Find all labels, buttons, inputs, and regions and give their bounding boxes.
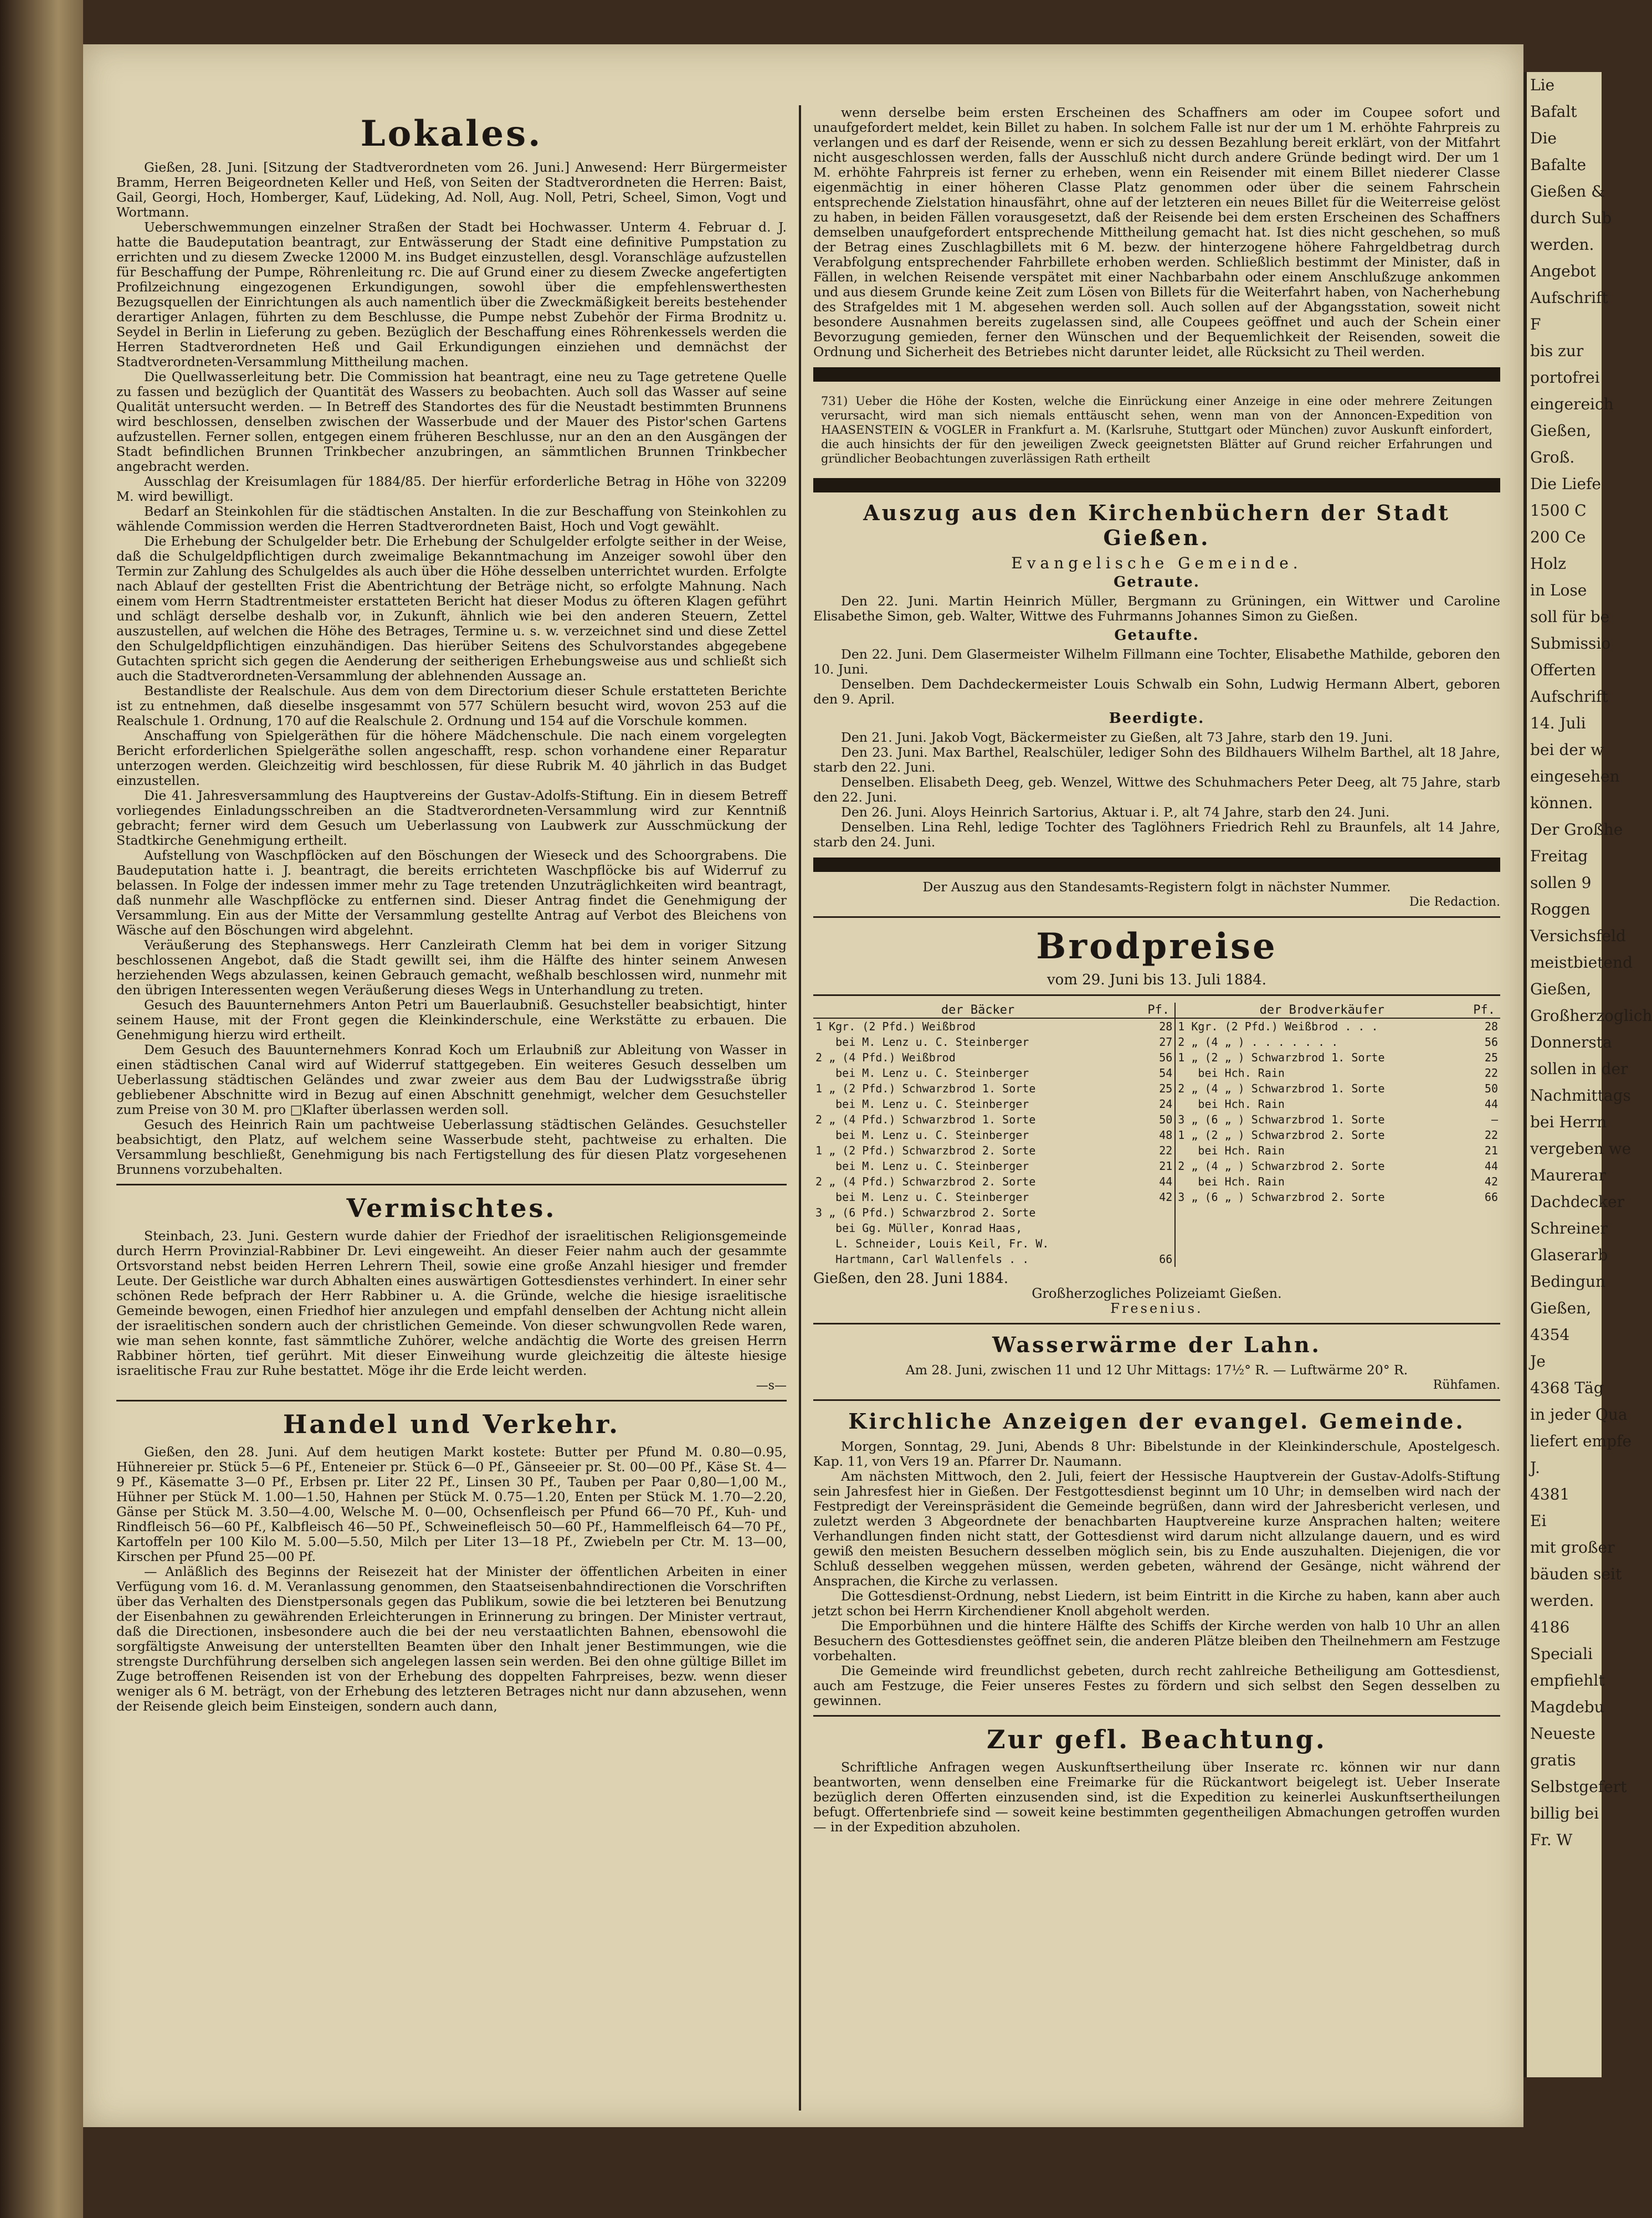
baecker-item: bei M. Lenz u. C. Steinberger <box>815 1128 1029 1142</box>
getaufte-entry: Denselben. Dem Dachdeckermeister Louis Schwalb ein Sohn, Ludwig Hermann Albert, geboren den 9. April. <box>813 676 1500 707</box>
next-page-fragment: Selbstgefert <box>1530 1778 1627 1796</box>
verkaeufer-item <box>1175 1205 1468 1220</box>
baecker-item: 2 „ (4 Pfd.) Schwarzbrod 2. Sorte <box>815 1175 1036 1188</box>
next-page-fragment: Aufschrift <box>1530 289 1608 307</box>
next-page-fragment: Offerten <box>1530 661 1596 679</box>
divider <box>813 1399 1500 1401</box>
adjacent-page-edge <box>1523 72 1652 2077</box>
vermischtes-body <box>116 1229 787 1378</box>
baecker-item: 3 „ (6 Pfd.) Schwarzbrod 2. Sorte <box>815 1206 1036 1219</box>
lokales-paragraph: Gesuch des Heinrich Rain um pachtweise Ueberlassung städtischen Geländes. Gesuchsteller beabsichtigt, den Platz, auf welchem seine Wasserbude steht, pachtweise zu erhalten. Die Versammlung beschließt, Genehmigung bis nach Fertigstellung des für diesen Platz vorgesehenen Brunnens vorzubehalten. <box>116 1117 787 1177</box>
verkaeufer-price <box>1468 1236 1500 1251</box>
next-page-fragment: werden. <box>1530 1591 1594 1610</box>
next-page-fragment: bei Herrn <box>1530 1113 1607 1131</box>
baecker-price: 50 <box>1159 1113 1173 1126</box>
kirchliche-body <box>813 1439 1500 1708</box>
next-page-fragment: sollen in der <box>1530 1060 1628 1078</box>
currency-header: Pf. <box>1142 1003 1175 1018</box>
bread-row <box>813 1220 1500 1236</box>
rail-travel-continuation <box>813 105 1500 360</box>
bread-row <box>813 1096 1500 1112</box>
lokales-paragraph: Aufstellung von Waschpflöcken auf den Böschungen der Wieseck und des Schoorgrabens. Die Baudeputation hatte i. J. beantragt, die bereits errichteten Waschpflöcke bis auf Widerruf zu belassen. In Folge der indessen immer mehr zu Tage tretenden Unzuträglichkeiten wird beantragt, daß nunmehr alle Waschpflöcke zu entfernen sind. Dieser Antrag findet die Genehmigung der Versammlung. Ein aus der Mitte der Versammlung gestellte Antrag auf Verbot des Bleichens von Wäsche auf den Böschungen wird abgelehnt. <box>116 848 787 938</box>
lokales-paragraph: Veräußerung des Stephanswegs. Herr Canzleirath Clemm hat bei dem in voriger Sitzung beschlossenen Angebot, daß die Stadt gewillt sei, ihm die Hälfte des hinter seinem Anwesen herziehenden Wegs abzulassen, keinen Gebrauch gemacht, weßhalb beschlossen wird, nunmehr mit den übrigen Interessenten wegen Veräußerung dieses Wegs in Unterhandlung zu treten. <box>116 937 787 998</box>
advert-haasenstein <box>813 389 1500 470</box>
next-page-fragment: Lie <box>1530 76 1555 94</box>
wasser-heading: Wasserwärme der Lahn. <box>992 1332 1321 1357</box>
next-page-fragment: Speciali <box>1530 1645 1593 1663</box>
next-page-fragment: 1500 C <box>1530 501 1587 520</box>
next-page-fragment: bei der w <box>1530 741 1604 759</box>
kirchliche-paragraph: Die Emporbühnen und die hintere Hälfte des Schiffs der Kirche werden von halb 10 Uhr an allen Besuchern des Gottesdienstes geöffnet sein, die anderen Plätze bleiben den Theilnehmern am Festzuge vorbehalten. <box>813 1618 1500 1663</box>
verkaeufer-price: 22 <box>1484 1128 1498 1142</box>
brodpreise-date: Gießen, den 28. Juni 1884. <box>813 1270 1009 1287</box>
beachtung-text: Schriftliche Anfragen wegen Auskunftsertheilung über Inserate rc. können wir nur dann beantworten, wenn denselben eine Freimarke für die Rückantwort beigelegt ist. Ueber Inserate bezüglich deren Offerten einzusenden sind, ist die Expedition zu keinerlei Auskunftsertheilungen befugt. Offertenbriefe sind — soweit keine bestimmten gegentheiligen Abmachungen getroffen wurden — in der Expedition abzuholen. <box>813 1759 1500 1835</box>
lokales-paragraph: Gesuch des Bauunternehmers Anton Petri um Bauerlaubniß. Gesuchsteller beabsichtigt, hinter seinem Hause, mit der Front gegen die Kleinkinderschule, eine Werkstätte zu erbauen. Die Genehmigung hierzu wird ertheilt. <box>116 997 787 1043</box>
bread-row <box>813 1251 1500 1267</box>
lokales-paragraph: Ueberschwemmungen einzelner Straßen der Stadt bei Hochwasser. Unterm 4. Februar d. J. hatte die Baudeputation beantragt, zur Entwässerung der Stadt eine definitive Pumpstation zu errichten und zu diesem Zwecke 12000 M. ins Budget einzustellen, desgl. Voranschläge aufzustellen für Beschaffung der Pumpe, Röhrenleitung rc. Die auf Grund einer zu diesem Zwecke angefertigten Profilzeichnung eingezogenen Erkundigungen, sowohl über die empfehlenswerthesten Bezugsquellen der Einrichtungen als auch namentlich über die Zweckmäßigkeit bereits bestehender derartiger Anlagen, führten zu dem Beschlusse, die Pumpe nebst Zubehör der Firma Brodnitz u. Seydel in Berlin in Lieferung zu geben. Bezüglich der Beschaffung eines Röhrenkessels werden die Herren Stadtverordneten Heß und Gail Erkundigungen einziehen und demnächst der Stadtverordneten-Versammlung Mittheilung machen. <box>116 219 787 369</box>
book-binding <box>0 0 83 2218</box>
lokales-paragraph: Bestandliste der Realschule. Aus dem von dem Directorium dieser Schule erstatteten Berichte ist zu entnehmen, daß dieselbe insgesammt von 577 Schülern besucht wird, wovon 253 auf die Realschule 1. Ordnung, 170 auf die Realschule 2. Ordnung und 154 auf die Vorschule kommen. <box>116 683 787 728</box>
bread-row <box>813 1189 1500 1205</box>
kirchliche-heading: Kirchliche Anzeigen der evangel. Gemeinde. <box>848 1409 1465 1434</box>
bread-rows <box>813 1018 1500 1267</box>
verkaeufer-item: 1 „ (2 „ ) Schwarzbrod 1. Sorte <box>1175 1050 1468 1065</box>
verkaeufer-item: 1 „ (2 „ ) Schwarzbrod 2. Sorte <box>1175 1127 1468 1143</box>
beerdigte-entry: Den 26. Juni. Aloys Heinrich Sartorius, Aktuar i. P., alt 74 Jahre, starb den 24. Juni. <box>841 804 1390 820</box>
bread-row <box>813 1205 1500 1220</box>
next-page-fragment: Donnersta <box>1530 1033 1612 1051</box>
baecker-price: 44 <box>1159 1175 1173 1188</box>
baecker-item: bei M. Lenz u. C. Steinberger <box>815 1066 1029 1080</box>
next-page-fragment: Die <box>1530 129 1557 147</box>
baecker-item: Hartmann, Carl Wallenfels . . <box>815 1252 1029 1266</box>
verkaeufer-price: 21 <box>1484 1144 1498 1157</box>
next-page-fragment: Angebot <box>1530 262 1596 280</box>
baecker-price: 25 <box>1159 1082 1173 1095</box>
baecker-item: bei Gg. Müller, Konrad Haas, <box>815 1221 1023 1235</box>
next-page-fragment: sollen 9 <box>1530 874 1592 892</box>
verkaeufer-price: 28 <box>1484 1020 1498 1033</box>
verkaeufer-item: bei Hch. Rain <box>1175 1065 1468 1081</box>
divider <box>813 994 1500 996</box>
vermischtes-paragraph: Steinbach, 23. Juni. Gestern wurde dahier der Friedhof der israelitischen Religionsgemeinde durch Herrn Provinzial-Rabbiner Dr. Levi eingeweiht. An dieser Feier nahm auch der gesammte Ortsvorstand nebst beiden Herren Lehrern Theil, sowie eine große Anzahl hiesiger und fremder Leute. Der Geistliche war durch Abhalten eines auswärtigen Gottesdienstes verhindert. In einer sehr schönen Rede befprach der Herr Rabbiner u. A. die Gründe, welche die hiesige israelitische Gemeinde bewogen, einen Friedhof hier anzulegen und empfahl denselben der Achtung nicht allein der israelitischen sondern auch der christlichen Gemeinde. Von dieser schwungvollen Rede waren, wie man sehen konnte, fast sämmtliche Zuhörer, welche andächtig die Worte des greisen Herrn Rabbiner hörten, tief gerührt. Mit dieser Einweihung wurde gleichzeitig die älteste hiesige israelitische Frau zur Ruhe bestattet. Möge ihr die Erde leicht werden. <box>116 1228 787 1378</box>
bread-row <box>813 1050 1500 1065</box>
wasser-signature: Rühfamen. <box>1433 1378 1500 1392</box>
brodpreise-authority: Großherzogliches Polizeiamt Gießen. <box>1032 1286 1282 1301</box>
verkaeufer-item: 2 „ (4 „ ) . . . . . . . <box>1175 1034 1468 1050</box>
next-page-fragment: Gießen, <box>1530 422 1592 440</box>
lokales-heading: Lokales. <box>360 113 543 155</box>
next-page-fragment: Gießen, <box>1530 980 1592 998</box>
next-page-fragment: Groß. <box>1530 448 1575 466</box>
baecker-price: 28 <box>1159 1020 1173 1033</box>
next-page-fragment: Je <box>1530 1352 1546 1370</box>
kirchenbuch-heading: Auszug aus den Kirchenbüchern der Stadt Gießen. <box>863 500 1450 550</box>
verkaeufer-price: 22 <box>1484 1066 1498 1080</box>
next-page-fragment: 4354 <box>1530 1326 1570 1344</box>
next-page-fragment: 4381 <box>1530 1485 1570 1503</box>
next-page-fragment: Submissio <box>1530 634 1611 653</box>
bread-row <box>813 1236 1500 1251</box>
right-column <box>813 105 1500 1835</box>
bread-row <box>813 1081 1500 1096</box>
verkaeufer-item: bei Hch. Rain <box>1175 1096 1468 1112</box>
handel-paragraph: Gießen, den 28. Juni. Auf dem heutigen Markt kostete: Butter per Pfund M. 0.80—0.95, Hühnereier pr. Stück 5—6 Pf., Enteneier pr. Stück 6—0 Pf., Gänseeier pr. St. 00—00 Pf., Käse St. 4—9 Pf., Käsematte 3—0 Pf., Erbsen pr. Liter 22 Pf., Linsen 30 Pf., Tauben per Paar 0,80—1,00 M., Hühner per Stück M. 1.00—1.50, Hahnen per Stück M. 0.75—1.20, Enten per Stück M. 1.70—2.20, Gänse per Stück M. 3.50—4.00, Welsche M. 0—00, Ochsenfleisch per Pfund 66—70 Pf., Kuh- und Rindfleisch 56—60 Pf., Kalbfleisch 46—50 Pf., Schweinefleisch 50—60 Pf., Hammelfleisch 64—70 Pf., Kartoffeln per 100 Kilo M. 5.00—5.50, Milch per Liter 13—18 Pf., Zwiebeln per Ctr. M. 13—00, Kirschen per Pfund 25—00 Pf. <box>116 1444 787 1564</box>
lokales-body <box>116 160 787 1177</box>
verkaeufer-item: bei Hch. Rain <box>1175 1174 1468 1189</box>
beerdigte-label: Beerdigte. <box>1109 710 1205 727</box>
baecker-price: 48 <box>1159 1128 1173 1142</box>
wasser-text: Am 28. Juni, zwischen 11 und 12 Uhr Mittags: 17½° R. — Luftwärme 20° R. <box>905 1362 1408 1378</box>
bread-row <box>813 1112 1500 1127</box>
bread-row <box>813 1034 1500 1050</box>
verkaeufer-header: der Brodverkäufer <box>1175 1003 1468 1018</box>
next-page-fragment: Gießen, <box>1530 1299 1592 1317</box>
baecker-item: 2 „ (4 Pfd.) Schwarzbrod 1. Sorte <box>815 1113 1036 1126</box>
baecker-item: bei M. Lenz u. C. Steinberger <box>815 1035 1029 1049</box>
next-page-fragment: in jeder Qua <box>1530 1405 1628 1424</box>
next-page-fragment: Schreiner <box>1530 1219 1608 1238</box>
next-page-fragment: Gießen & <box>1530 182 1605 201</box>
brodpreise-period: vom 29. Juni bis 13. Juli 1884. <box>1046 972 1267 988</box>
verkaeufer-item: bei Hch. Rain <box>1175 1143 1468 1158</box>
divider <box>813 1715 1500 1717</box>
kirchenbuch-subheading: Evangelische Gemeinde. <box>1011 554 1302 572</box>
baecker-price <box>1142 1205 1175 1220</box>
baecker-price: 56 <box>1159 1051 1173 1064</box>
next-page-fragment: F <box>1530 315 1541 333</box>
baecker-header: der Bäcker <box>813 1003 1142 1018</box>
next-page-fragment: Bafalt <box>1530 102 1577 121</box>
divider <box>813 916 1500 918</box>
next-page-fragment: Bafalte <box>1530 156 1587 174</box>
thick-rule <box>813 478 1500 492</box>
next-page-fragment: Magdebu <box>1530 1698 1604 1716</box>
vermischtes-heading: Vermischtes. <box>346 1193 557 1223</box>
next-page-fragment: Aufschrift <box>1530 687 1608 706</box>
lokales-paragraph: Gießen, 28. Juni. [Sitzung der Stadtverordneten vom 26. Juni.] Anwesend: Herr Bürgermeister Bramm, Herren Beigeordneten Keller und Heß, von Seiten der Stadtverordneten die Herren: Baist, Gail, Georgi, Hoch, Homberger, Kauf, Lüdeking, Ad. Noll, Aug. Noll, Petri, Scheel, Simon, Vogt und Wortmann. <box>116 160 787 220</box>
getraute-list <box>813 594 1500 624</box>
baecker-price: 27 <box>1159 1035 1173 1049</box>
lokales-paragraph: Dem Gesuch des Bauunternehmers Konrad Koch um Erlaubniß zur Ableitung von Wasser in einen städtischen Canal wird auf Widerruf stattgegeben. Ein weiteres Gesuch desselben um Ueberlassung städtischen Geländes und zwar zweier aus dem Bau der Ludwigsstraße übrig gebliebener Abschnitte wird in Bezug auf einen Abschnitt genehmigt, welcher dem Gesuchsteller zum Preise von 30 M. pro □Klafter überlassen werden soll. <box>116 1042 787 1117</box>
baecker-price: 54 <box>1159 1066 1173 1080</box>
baecker-item: 1 Kgr. (2 Pfd.) Weißbrod <box>815 1020 976 1033</box>
next-page-fragment: 4186 <box>1530 1618 1570 1636</box>
beerdigte-entry: Den 23. Juni. Max Barthel, Realschüler, lediger Sohn des Bildhauers Wilhelm Barthel, alt 18 Jahre, starb den 22. Juni. <box>813 745 1500 775</box>
verkaeufer-item: 1 Kgr. (2 Pfd.) Weißbrod . . . <box>1175 1018 1468 1034</box>
baecker-item: bei M. Lenz u. C. Steinberger <box>815 1097 1029 1111</box>
verkaeufer-item <box>1175 1220 1468 1236</box>
kirchliche-paragraph: Die Gottesdienst-Ordnung, nebst Liedern, ist beim Eintritt in die Kirche zu haben, kann aber auch jetzt schon bei Herrn Kirchendiener Knoll abgeholt werden. <box>813 1588 1500 1619</box>
bread-row <box>813 1143 1500 1158</box>
baecker-price: 21 <box>1159 1159 1173 1173</box>
next-page-fragment: 200 Ce <box>1530 528 1586 546</box>
next-page-fragment: Maurerar <box>1530 1166 1606 1184</box>
baecker-item: 2 „ (4 Pfd.) Weißbrod <box>815 1051 956 1064</box>
next-page-fragment: gratis <box>1530 1751 1576 1769</box>
verkaeufer-item <box>1175 1236 1468 1251</box>
newspaper-page <box>83 44 1523 2127</box>
verkaeufer-item: 3 „ (6 „ ) Schwarzbrod 1. Sorte <box>1175 1112 1468 1127</box>
next-page-fragment: vergeben we <box>1530 1139 1632 1158</box>
verkaeufer-price <box>1468 1220 1500 1236</box>
handel-body <box>116 1445 787 1714</box>
brodpreise-signer: Fresenius. <box>1110 1301 1203 1316</box>
baecker-item: 1 „ (2 Pfd.) Schwarzbrod 2. Sorte <box>815 1144 1036 1157</box>
verkaeufer-item: 3 „ (6 „ ) Schwarzbrod 2. Sorte <box>1175 1189 1468 1205</box>
bread-row <box>813 1018 1500 1034</box>
next-page-fragment: Holz <box>1530 554 1566 573</box>
next-page-fragment: Die Liefe <box>1530 475 1601 493</box>
next-page-fragment: Neueste <box>1530 1724 1595 1743</box>
next-page-fragment: billig bei <box>1530 1804 1599 1822</box>
kirchliche-paragraph: Die Gemeinde wird freundlichst gebeten, durch recht zahlreiche Betheiligung am Gottesdienst, auch am Festzuge, die Feier unseres Festes zu fördern und sich selbst den Segen desselben zu gewinnen. <box>813 1663 1500 1708</box>
bread-row <box>813 1174 1500 1189</box>
kirchliche-paragraph: Morgen, Sonntag, 29. Juni, Abends 8 Uhr: Bibelstunde in der Kleinkinderschule, Apostelgesch. Kap. 11, von Vers 19 an. Pfarrer Dr. Naumann. <box>813 1439 1500 1469</box>
next-page-fragment: portofrei <box>1530 368 1600 387</box>
kirchenbuch-note: Der Auszug aus den Standesamts-Registern folgt in nächster Nummer. <box>922 879 1391 895</box>
next-page-fragment: Glaserarb <box>1530 1246 1608 1264</box>
next-page-fragment: Dachdecker <box>1530 1193 1624 1211</box>
lokales-paragraph: Anschaffung von Spielgeräthen für die höhere Mädchenschule. Die nach einem vorgelegten Bericht erforderlichen Spielgeräthe sollen angeschafft, resp. schon vorhandene einer Reparatur unterzogen werden. Gleichzeitig wird beschlossen, für diese Rubrik M. 40 jährlich in das Budget einzustellen. <box>116 728 787 788</box>
baecker-price: 24 <box>1159 1097 1173 1111</box>
verkaeufer-price: — <box>1491 1113 1498 1126</box>
baecker-price <box>1142 1236 1175 1251</box>
getaufte-list <box>813 647 1500 707</box>
beerdigte-entry: Denselben. Lina Rehl, ledige Tochter des Taglöhners Friedrich Rehl zu Braunfels, alt 14 Jahre, starb den 24. Juni. <box>813 819 1500 850</box>
divider <box>813 1323 1500 1324</box>
next-page-fragment: Fr. W <box>1530 1831 1573 1849</box>
verkaeufer-price: 44 <box>1484 1097 1498 1111</box>
bread-row <box>813 1158 1500 1174</box>
next-page-fragment: eingereich <box>1530 395 1614 413</box>
next-page-fragment: durch Sub <box>1530 209 1612 227</box>
next-page-fragment: 4368 Täg <box>1530 1379 1604 1397</box>
lokales-paragraph: Die Quellwasserleitung betr. Die Commission hat beantragt, eine neu zu Tage getretene Quelle zu fassen und bezüglich der Quantität des Wassers zu beobachten. Auch soll das Wasser auf seine Qualität untersucht werden. — In Betreff des Standortes des für die Neustadt bestimmten Brunnens wird beschlossen, denselben zwischen der Wasserbude und der Mauer des Pistor'schen Gartens aufzustellen. Ferner sollen, entgegen einem früheren Beschlusse, nur an den an den Ausgängen der Stadt befindlichen Brunnen Trinkbecher anzubringen, an sämmtlichen Brunnen Trinkbecher angebracht werden. <box>116 369 787 474</box>
thick-rule <box>813 367 1500 382</box>
beerdigte-entry: Denselben. Elisabeth Deeg, geb. Wenzel, Wittwe des Schuhmachers Peter Deeg, alt 75 Jahre, starb den 22. Juni. <box>813 774 1500 805</box>
next-page-fragment: werden. <box>1530 235 1594 254</box>
baecker-price <box>1142 1220 1175 1236</box>
verkaeufer-price: 42 <box>1484 1175 1498 1188</box>
baecker-item: L. Schneider, Louis Keil, Fr. W. <box>815 1237 1049 1250</box>
verkaeufer-price: 56 <box>1484 1035 1498 1049</box>
baecker-price: 22 <box>1159 1144 1173 1157</box>
verkaeufer-price <box>1468 1205 1500 1220</box>
next-page-fragment: Der Großhe <box>1530 820 1623 839</box>
handel-heading: Handel und Verkehr. <box>283 1409 620 1439</box>
next-page-fragment: bäuden seit <box>1530 1565 1622 1583</box>
next-page-fragment: Bedingun <box>1530 1272 1606 1291</box>
baecker-item: 1 „ (2 Pfd.) Schwarzbrod 1. Sorte <box>815 1082 1036 1095</box>
divider <box>116 1400 787 1401</box>
next-page-fragment: Nachmittags <box>1530 1086 1631 1105</box>
bread-row <box>813 1127 1500 1143</box>
beachtung-heading: Zur gefl. Beachtung. <box>987 1724 1327 1754</box>
baecker-item: bei M. Lenz u. C. Steinberger <box>815 1190 1029 1204</box>
next-page-fragment: in Lose <box>1530 581 1587 599</box>
thick-rule <box>813 858 1500 872</box>
next-page-fragment: 14. Juli <box>1530 714 1586 732</box>
verkaeufer-price: 25 <box>1484 1051 1498 1064</box>
baecker-price: 42 <box>1159 1190 1173 1204</box>
next-page-fragment: bis zur <box>1530 342 1584 360</box>
lokales-paragraph: Ausschlag der Kreisumlagen für 1884/85. Der hierfür erforderliche Betrag in Höhe von 32209 M. wird bewilligt. <box>116 474 787 504</box>
next-page-fragment: mit großer <box>1530 1538 1615 1557</box>
getraute-label: Getraute. <box>1114 574 1200 591</box>
vermischtes-signature: —s— <box>756 1379 787 1393</box>
verkaeufer-price: 50 <box>1484 1082 1498 1095</box>
bread-price-table <box>813 1003 1500 1267</box>
advert-number: 731) <box>821 394 848 408</box>
kirchenbuch-signature: Die Redaction. <box>1409 895 1500 909</box>
verkaeufer-price: 44 <box>1484 1159 1498 1173</box>
kirchliche-paragraph: Am nächsten Mittwoch, den 2. Juli, feiert der Hessische Hauptverein der Gustav-Adolfs-Stiftung sein Jahresfest hier in Gießen. Der Festgottesdienst beginnt um 10 Uhr; in demselben wird nach der Festpredigt der Vereinspräsident die Gemeinde begrüßen, dann wird der Jahresbericht verlesen, und zuletzt werden 3 Abgeordnete der benachbarten Hauptvereine kurze Ansprachen halten; weitere Verhandlungen finden nicht statt, der Gottesdienst wird darum nicht allzulange dauern, und es wird gewiß den meisten Besuchern desselben möglich sein, bis zu Ende auszuhalten. Diejenigen, die vor Schluß desselben weggehen müssen, werden gebeten, während der Gesänge, nicht während der Ansprachen, die Kirche zu verlassen. <box>813 1469 1500 1589</box>
verkaeufer-item <box>1175 1251 1468 1267</box>
verkaeufer-price <box>1468 1251 1500 1267</box>
lokales-paragraph: Bedarf an Steinkohlen für die städtischen Anstalten. In die zur Beschaffung von Steinkohlen zu wählende Commission werden die Herren Stadtverordneten Baist, Hoch und Vogt gewählt. <box>116 504 787 534</box>
next-page-fragment: J. <box>1530 1459 1540 1477</box>
currency-header: Pf. <box>1468 1003 1500 1018</box>
next-page-fragment: Großherzoglich <box>1530 1007 1652 1025</box>
next-page-fragment: meistbietend <box>1530 953 1633 972</box>
baecker-item: bei M. Lenz u. C. Steinberger <box>815 1159 1029 1173</box>
divider <box>116 1184 787 1185</box>
getraute-entry: Den 22. Juni. Martin Heinrich Müller, Bergmann zu Grüningen, ein Wittwer und Caroline Elisabethe Simon, geb. Walter, Wittwe des Fuhrmanns Johannes Simon zu Gießen. <box>813 593 1500 624</box>
beerdigte-list <box>813 730 1500 850</box>
left-column <box>116 105 787 1714</box>
getaufte-entry: Den 22. Juni. Dem Glasermeister Wilhelm Fillmann eine Tochter, Elisabethe Mathilde, geboren den 10. Juni. <box>813 646 1500 677</box>
verkaeufer-item: 2 „ (4 „ ) Schwarzbrod 1. Sorte <box>1175 1081 1468 1096</box>
handel-paragraph: — Anläßlich des Beginns der Reisezeit hat der Minister der öffentlichen Arbeiten in einer Verfügung vom 16. d. M. Veranlassung genommen, den Staatseisenbahndirectionen die Vorschriften über das Verhalten des Dienstpersonals gegen das Publikum, sowie die bei letzteren bei Benutzung der Eisenbahnen zu gewährenden Erleichterungen in Erinnerung zu bringen. Der Minister vertraut, daß die Directionen, insbesondere auch die bei der neu verstaatlichten Bahnen, ebensowohl die sorgfältigste Anweisung der unterstellten Beamten über den Inhalt jener Bestimmungen, wie die strengste Durchführung derselben sich angelegen lassen sein werden. Bei den ohne gültige Billet im Zuge betroffenen Reisenden ist von der Erhebung des doppelten Fahrpreises, bezw. wenn dieser weniger als 6 M. beträgt, von der Erhebung des letzteren Betrages nicht nur dann abzusehen, wenn der Reisende gleich beim Einsteigen, sondern auch dann, <box>116 1564 787 1714</box>
lokales-paragraph: Die 41. Jahresversammlung des Hauptvereins der Gustav-Adolfs-Stiftung. Ein in diesem Betreff vorliegendes Einladungsschreiben an die Stadtverordneten-Versammlung wird zur Kenntniß gebracht; ferner wird dem Gesuch um Ueberlassung von Laubwerk zur Ausschmückung der Stadtkirche Genehmigung ertheilt. <box>116 788 787 848</box>
column-rule <box>799 105 801 2111</box>
brodpreise-heading: Brodpreise <box>1036 926 1278 967</box>
rail-paragraph: wenn derselbe beim ersten Erscheinen des Schaffners am oder im Coupee sofort und unaufgefordert meldet, kein Billet zu haben. In solchem Falle ist nur der um 1 M. erhöhte Fahrpreis zu verlangen und es darf der Reisende, wenn er sich zu dessen Bezahlung bereit erklärt, von der Mitfahrt nicht ausgeschlossen werden, falls der Ausschluß nicht durch andere Gründe bedingt wird. Der um 1 M. erhöhte Fahrpreis ist ferner zu erheben, wenn ein Reisender mit einem Billet niederer Classe eigenmächtig in einer höheren Classe Platz genommen oder über die seinem Fahrschein entsprechende Zielstation hinausfährt, ohne auf der letzteren ein neues Billet für die Weiterreise gelöst zu haben, in beiden Fällen vorausgesetzt, daß der Reisende bei dem ersten Erscheinen des Schaffners demselben unaufgefordert entsprechende Mittheilung gemacht hat. Ist dies nicht geschehen, so muß der Betrag eines Zuschlagbillets mit 6 M. bezw. der hinterzogene höhere Fahrgeldbetrag durch Verabfolgung entsprechender Fahrbillete erhoben werden. Schließlich bestimmt der Minister, daß in Fällen, in welchen Reisende verspätet mit einer Nachbarbahn oder einem Anschlußzuge ankommen und aus diesem Grunde keine Zeit zum Lösen von Billets für die Weiterfahrt haben, von Nacherhebung des Strafgeldes mit 1 M. abgesehen werden soll. Auch sollen auf der Abgangsstation, soweit nicht besondere Ausnahmen bereits zugelassen sind, alle Coupees geöffnet und auch der Schein einer Bevorzugung gemieden, ferner den Wünschen und der Bequemlichkeit der Reisenden, soweit die Ordnung und Sicherheit des Betriebes nicht darunter leidet, alle Rücksicht zu Theil werden. <box>813 105 1500 360</box>
next-page-fragment: liefert empfe <box>1530 1432 1632 1450</box>
advert-text: Ueber die Höhe der Kosten, welche die Einrückung einer Anzeige in eine oder mehrere Zeitungen verursacht, wird man sich niemals enttäuscht sehen, wenn man von der Annoncen-Expedition von HAASENSTEIN & VOGLER in Frankfurt a. M. (Karlsruhe, Stuttgart oder München) zuvor Auskunft einfordert, die auch hinsichts der für den jeweiligen Zweck geeignetsten Blätter auf Grund reicher Erfahrungen und gründlicher Beobachtungen zuverlässigen Rath ertheilt <box>821 394 1492 465</box>
next-page-fragment: können. <box>1530 794 1593 812</box>
next-page-fragment: Versichsfeld <box>1530 927 1626 945</box>
next-page-fragment: Roggen <box>1530 900 1591 918</box>
next-page-fragment: eingesehen <box>1530 767 1620 785</box>
next-page-fragment: Freitag <box>1530 847 1588 865</box>
next-page-fragment: soll für be <box>1530 608 1610 626</box>
baecker-price: 66 <box>1159 1252 1173 1266</box>
beerdigte-entry: Den 21. Juni. Jakob Vogt, Bäckermeister zu Gießen, alt 73 Jahre, starb den 19. Juni. <box>841 730 1393 745</box>
verkaeufer-price: 66 <box>1484 1190 1498 1204</box>
bread-row <box>813 1065 1500 1081</box>
lokales-paragraph: Die Erhebung der Schulgelder betr. Die Erhebung der Schulgelder erfolgte seither in der Weise, daß die Schulgeldpflichtigen durch zweimalige Bekanntmachung im Anzeiger sowohl über den Termin zur Zahlung des Schulgeldes als auch über die Höhe desselben unterrichtet wurden. Erfolgte nach Ablauf der gestellten Frist die Abentrichtung der Beträge nicht, so erfolgte Mahnung. Nach einem vom Herrn Stadtrentmeister erstatteten Bericht hat dieser Modus zu öfteren Klagen geführt und schlägt derselbe deshalb vor, in Zukunft, ähnlich wie bei den anderen Steuern, Zettel auszustellen, auf welchen die Höhe des Betrages, Termine u. s. w. verzeichnet sind und diese Zettel den Schulgeldpflichtigen einzuhändigen. Das hierüber Seitens des Schulvorstandes abgegebene Gutachten spricht sich gegen die Aenderung der seitherigen Erhebungsweise aus und schließt sich auch die Stadtverordneten-Versammlung der ablehnenden Aussage an. <box>116 533 787 684</box>
next-page-fragment: Ei <box>1530 1512 1547 1530</box>
verkaeufer-item: 2 „ (4 „ ) Schwarzbrod 2. Sorte <box>1175 1158 1468 1174</box>
next-page-fragment: empfiehlt <box>1530 1671 1605 1690</box>
getaufte-label: Getaufte. <box>1114 627 1199 644</box>
